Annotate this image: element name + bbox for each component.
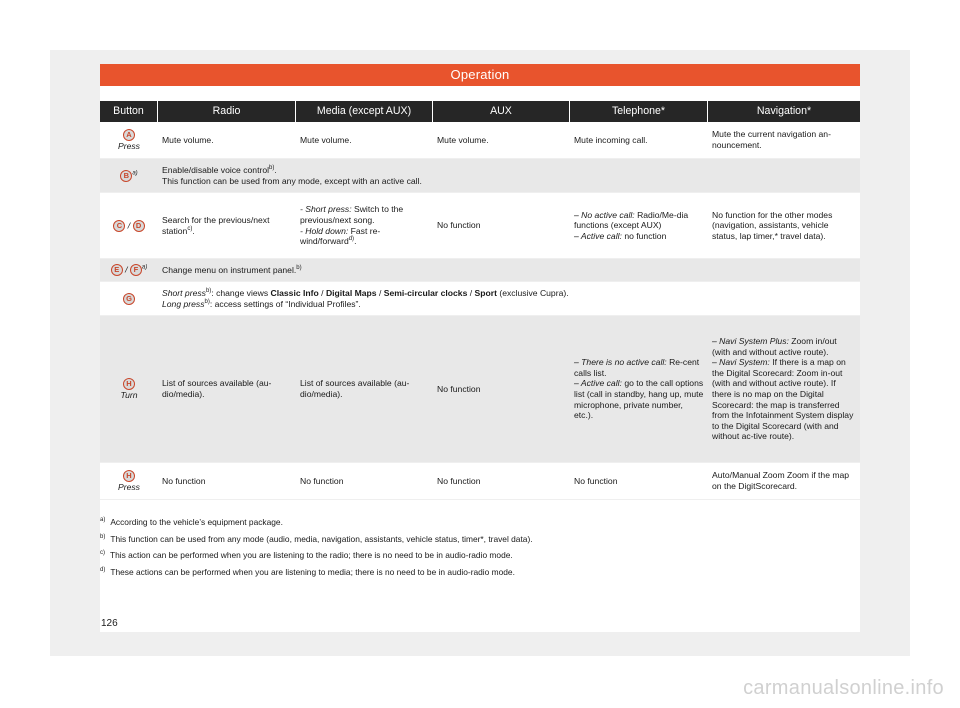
emphasis: – Navi System Plus: [712,336,789,347]
header-media: Media (except AUX) [296,101,433,122]
cell-text: Re-cent calls list. [574,357,700,378]
cell-text: Search for the previous/next station [162,214,270,236]
cell-text: no function [624,230,667,241]
emphasis: – There is no active call: [574,357,667,368]
footnote [100,531,860,548]
button-cell [100,122,158,159]
table-row [100,316,860,463]
radio-cell: List of sources available (au-dio/media). [158,316,296,463]
footnote [100,564,860,581]
separator: / [467,287,475,298]
button-cell [100,316,158,463]
cell-text: go to the call options list (call in standby, hang up, mute microphone, private number, etc.). [574,378,704,421]
button-cell [100,463,158,500]
footnote [100,514,860,531]
button-cell [100,159,158,193]
view-name: Semi-circular clocks [383,287,468,298]
media-cell: No function [296,463,433,500]
description-text: This function can be used from any mode, except with an active call. [162,175,422,186]
button-badge: A [123,129,135,141]
cell-text: If there is a map on the Digital Scorecard: Zoom in-out (with and without active route). If there is no map on the Digital Scorecard: the map is transferred from the Infotainment System display to the Digital Scorecard (with and without ac-tive route). [712,357,854,442]
header-aux: AUX [433,101,570,122]
footnote-ref: d) [348,236,355,243]
separator: / [127,219,131,230]
aux-cell: Mute volume. [433,122,570,159]
button-badge: F [130,264,142,276]
emphasis: - Short press: [300,204,352,215]
button-cell [100,193,158,259]
emphasis: Short press [162,287,206,298]
button-badge: E [111,264,123,276]
view-name: Classic Info [270,287,319,298]
table-header-row [100,101,860,122]
operation-table [100,101,860,500]
radio-cell: No function [158,463,296,500]
action-label: Turn [120,389,138,400]
table-row [100,122,860,159]
cell-text: : access settings of “Individual Profiles”. [209,298,361,309]
aux-cell: No function [433,316,570,463]
cell-text: Fast re-wind/forward [300,225,381,247]
cell-text: (exclusive Cupra). [496,287,569,298]
telephone-cell: No function [570,463,708,500]
navigation-cell: No function for the other modes (navigation, assistants, vehicle status, lap timer,* travel data). [708,193,860,259]
merged-description-cell: Enable/disable voice control$^{b)}$. This function can be used from any mode, except with an active call. [158,159,860,193]
emphasis: – No active call: [574,209,635,220]
footnote-ref: b) [269,165,275,172]
footnote-ref: b) [205,288,212,295]
separator: / [376,287,384,298]
navigation-cell [708,316,860,463]
table-row [100,282,860,316]
radio-cell: Mute volume. [158,122,296,159]
merged-description-cell [158,282,860,316]
description-text: Enable/disable voice control [162,164,270,175]
aux-cell: No function [433,193,570,259]
button-badge: G [123,293,135,305]
view-name: Sport [474,287,497,298]
cell-text: Radio/Me-dia functions (except AUX) [574,209,689,231]
button-cell [100,259,158,282]
telephone-cell [570,193,708,259]
navigation-cell: Auto/Manual Zoom Zoom if the map on the DigitScorecard. [708,463,860,500]
page-number: 126 [101,618,118,629]
footnote-mark: b) [100,533,106,540]
button-badge: H [123,470,135,482]
navigation-cell: Mute the current navigation an-nouncement. [708,122,860,159]
section-title: Operation [100,64,860,86]
button-badge: B [120,170,132,182]
header-navigation: Navigation* [708,101,860,122]
footnotes [100,514,860,580]
emphasis: – Active call: [574,230,622,241]
header-radio: Radio [158,101,296,122]
telephone-cell: Mute incoming call. [570,122,708,159]
cell-text: Zoom in/out (with and without active route). [712,336,837,357]
footnote-ref: a) [141,264,148,271]
media-cell: Mute volume. [296,122,433,159]
emphasis: Long press [162,298,205,309]
media-cell: List of sources available (au-dio/media). [296,316,433,463]
telephone-cell [570,316,708,463]
table-row [100,259,860,282]
header-button: Button [100,101,158,122]
radio-cell: Search for the previous/next station$^{c)}$. [158,193,296,259]
button-badge: D [133,220,145,232]
button-badge: H [123,378,135,390]
view-name: Digital Maps [325,287,377,298]
table-row [100,463,860,500]
media-cell: - Short press: Switch to the previous/next song. - Hold down: Fast re-wind/forward$^{d)}$. [296,193,433,259]
footnote-text: According to the vehicle’s equipment package. [110,517,283,527]
cell-text: Switch to the previous/next song. [300,204,404,225]
merged-description-cell [158,259,860,282]
footnote-mark: d) [100,566,106,573]
header-telephone: Telephone* [570,101,708,122]
footnote-text: These actions can be performed when you are listening to media; there is no need to be in audio-radio mode. [110,566,515,577]
footnote-ref: b) [204,298,210,305]
description-text: Change menu on instrument panel. [162,264,297,275]
footnote-ref: c) [187,225,193,232]
table-row [100,159,860,193]
table-row [100,193,860,259]
footnote-text: This function can be used from any mode (audio, media, navigation, assistants, vehicle status, timer*, travel data). [110,533,533,544]
watermark: carmanualsonline.info [743,677,944,699]
footnote-ref: a) [132,169,138,176]
cell-text: : change views [211,287,271,298]
separator: / [125,264,128,275]
action-label: Press [118,481,140,492]
footnote [100,547,860,564]
emphasis: - Hold down: [300,225,349,236]
separator: / [318,287,326,298]
button-badge: C [113,220,125,232]
footnote-text: This action can be performed when you are listening to the radio; there is no need to be in audio-radio mode. [110,550,513,560]
action-label: Press [118,140,140,151]
button-cell [100,282,158,316]
emphasis: – Active call: [574,378,622,389]
footnote-mark: a) [100,517,106,524]
footnote-ref: b) [296,264,302,271]
emphasis: – Navi System: [712,357,770,368]
aux-cell: No function [433,463,570,500]
footnote-mark: c) [100,550,105,557]
